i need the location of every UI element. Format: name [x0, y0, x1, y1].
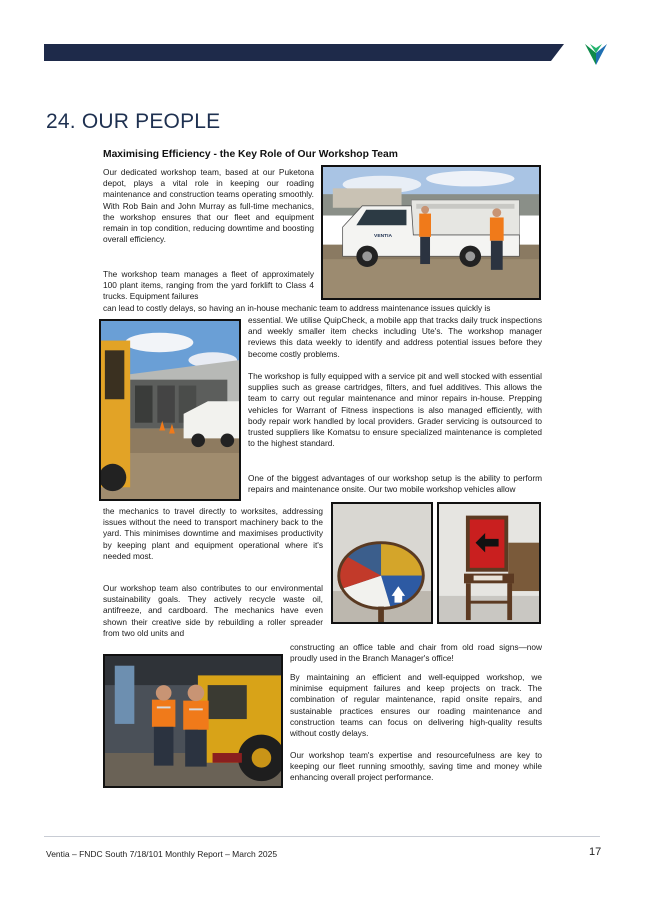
paragraph-intro: Our dedicated workshop team, based at our Puketona depot, plays a vital role in keeping our roading maintenance and construction teams operating smoothly. With Rob Bain and John Murray as full-time mechanics, the workshop ensures that our fleet and equipment remain in top condition, reducing downtime and boosting overall efficiency.: [103, 167, 314, 245]
ute-logo-text: VENTIA: [374, 233, 393, 239]
footer-report-title: Ventia – FNDC South 7/18/101 Monthly Report – March 2025: [46, 849, 278, 859]
article-subtitle: Maximising Efficiency - the Key Role of Our Workshop Team: [103, 149, 398, 160]
header-bar: [44, 44, 564, 61]
paragraph-fleet-part3: essential. We utilise QuipCheck, a mobile app that tracks daily truck inspections and weekly smaller item checks including Ute's. The workshop manager reviews this data weekly to identify and address potential issues before they become costly problems.: [248, 315, 542, 359]
paragraph-fleet-part2: can lead to costly delays, so having an in-house mechanic team to address maintenance issues quickly is: [103, 303, 491, 313]
ventia-logo-icon: [584, 42, 608, 66]
paragraph-mobile-part2: the mechanics to travel directly to worksites, addressing issues without the need to transport machinery back to the yard. This minimises downtime and maximises productivity by keeping plant and equipment operational where it's needed most.: [103, 506, 323, 561]
page-number: 17: [589, 846, 602, 858]
paragraph-mobile-part1: One of the biggest advantages of our workshop setup is the ability to perform repairs and maintenance onsite. Our two mobile workshop vehicles allow: [248, 473, 542, 495]
footer-divider: [44, 836, 600, 837]
photo-mechanics-with-grader: [103, 654, 283, 788]
photo-workshop-yard: [99, 319, 241, 501]
section-title: 24. OUR PEOPLE: [46, 110, 221, 133]
paragraph-summary: By maintaining an efficient and well-equipped workshop, we minimise equipment failures and keep projects on track. The combination of regular maintenance, rapid onsite repairs, and sustainable practices ensures our roading maintenance and construction teams can focus on delivering high-quality results without costly delays.: [290, 672, 542, 739]
photo-road-sign-chair: [437, 502, 541, 624]
paragraph-equipment: The workshop is fully equipped with a service pit and well stocked with essential supplies such as grease cartridges, filters, and fuel additives. This allows the team to carry out regular maintenance and minor repairs in-house. Prepping vehicles for Warrant of Fitness inspections is also managed efficiently, with body repair work handled by local providers. Grader servicing is outsourced to trusted suppliers like Komatsu to ensure specialized maintenance is completed to the highest standard.: [248, 371, 542, 449]
paragraph-sustainability-part2: constructing an office table and chair from old road signs—now proudly used in the Branch Manager's office!: [290, 642, 542, 664]
photo-mobile-workshop-ute: [321, 165, 541, 300]
paragraph-fleet-part1: The workshop team manages a fleet of approximately 100 plant items, ranging from the yard forklift to Class 4 trucks. Equipment failures: [103, 269, 314, 302]
photo-road-sign-table: [331, 502, 433, 624]
paragraph-sustainability-part1: Our workshop team also contributes to our environmental sustainability goals. They actively recycle waste oil, antifreeze, and cardboard. The mechanics have even shown their creative side by rebuilding a roller spreader from two old units and: [103, 583, 323, 638]
paragraph-closing: Our workshop team's expertise and resourcefulness are key to keeping our fleet running smoothly, saving time and money while enhancing overall project performance.: [290, 750, 542, 783]
